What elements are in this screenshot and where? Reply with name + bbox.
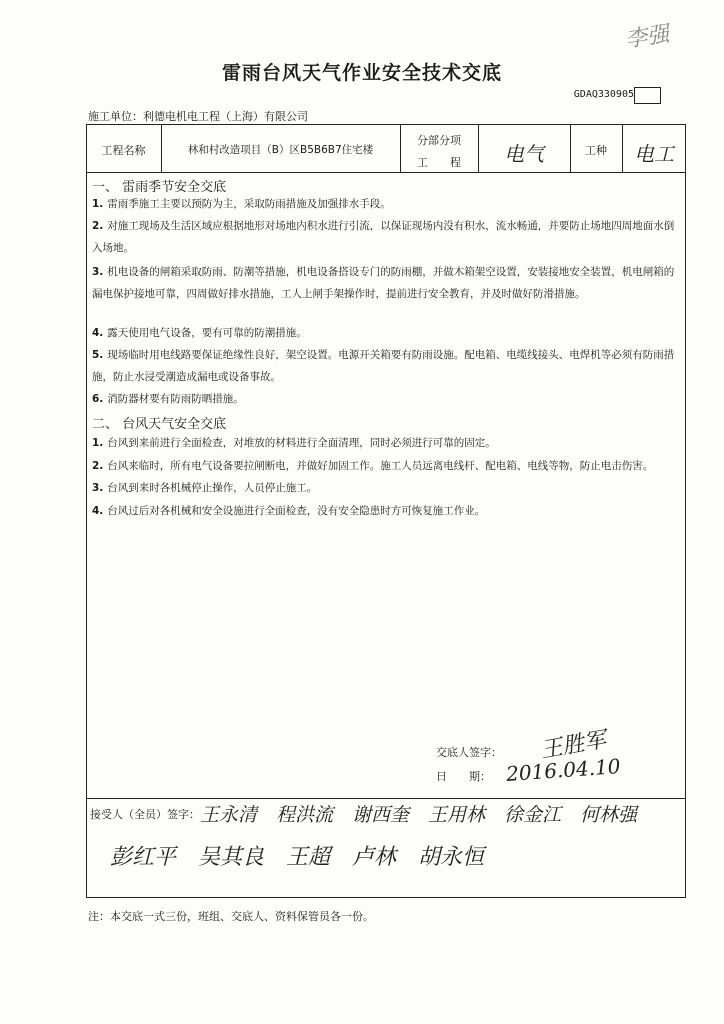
list-item: 4. 台风过后对各机械和安全设施进行全面检查，没有安全隐患时方可恢复施工作业。 [92, 505, 486, 517]
date-value: 2016.04.10 [505, 754, 622, 786]
list-item: 3. 台风到来时各机械停止操作，人员停止施工。 [92, 482, 318, 494]
list-item: 5. 现场临时用电线路要保证绝缘性良好，架空设置。电源开关箱要有防雨设施。配电箱、电缆线接头、电焊机等必须有防雨措施，防止水浸受潮造成漏电或设备事故。 [92, 349, 675, 383]
corner-signature: 李强 [623, 22, 671, 53]
list-item: 4. 露天使用电气设备，要有可靠的防潮措施。 [92, 327, 307, 339]
page-title: 雷雨台风天气作业安全技术交底 [221, 62, 502, 84]
trade-label: 工种 [585, 144, 607, 157]
footer-note: 注：本交底一式三份，班组、交底人、资料保管员各一份。 [88, 910, 374, 923]
signer-signature: 王胜军 [538, 727, 609, 764]
document-number: GDAQ330905 [573, 89, 634, 100]
project-name-label: 工程名称 [101, 144, 146, 157]
section-title: 二、 台风天气安全交底 [92, 417, 227, 432]
list-item: 1. 台风到来前进行全面检查，对堆放的材料进行全面清理，同时必须进行可靠的固定。 [92, 437, 496, 449]
receivers-signatures-2: 彭红平 吴其良 王超 卢林 胡永恒 [110, 845, 485, 870]
project-name-value: 林和村改造项目（B）区B5B6B7住宅楼 [187, 144, 374, 156]
date-label: 日 期： [436, 770, 491, 783]
list-item: 6. 消防器材要有防雨防晒措施。 [92, 393, 244, 405]
trade-value: 电工 [634, 142, 674, 166]
receivers-label: 接受人（全员）签字： [90, 808, 200, 821]
sub-project-value: 电气 [504, 142, 544, 166]
construction-unit: 施工单位：利德电机电工程（上海）有限公司 [88, 110, 308, 123]
receivers-divider [86, 798, 686, 799]
signer-label: 交底人签字： [436, 746, 502, 759]
list-item: 3. 机电设备的闸箱采取防雨、防潮等措施，机电设备搭设专门的防雨棚，并做木箱架空设置，安装接地安全装置，机电闸箱的漏电保护接地可靠，四周做好排水措施，工人上闸手架操作时，提前进行安全教育，并及时做好防滑措施。 [92, 266, 675, 300]
list-item: 2. 台风来临时，所有电气设备要拉闸断电，并做好加固工作。施工人员远离电线杆、配电箱、电线等物，防止电击伤害。 [92, 460, 654, 472]
sub-project-label: 分部分项 [417, 134, 461, 147]
section-title: 一、 雷雨季节安全交底 [92, 180, 227, 195]
receivers-signatures-1: 王永清 程洪流 谢西奎 王用林 徐金江 何林强 [200, 804, 638, 826]
list-item: 2. 对施工现场及生活区域应根据地形对场地内积水进行引流，以保证现场内没有积水，流水畅通，并要防止场地四周地面水倒入场地。 [92, 220, 675, 254]
document-number-box [634, 87, 661, 104]
sub-project-label-2: 工 程 [417, 156, 461, 169]
list-item: 1. 雷雨季施工主要以预防为主，采取防雨措施及加强排水手段。 [92, 198, 391, 210]
header-row-divider [86, 172, 686, 173]
